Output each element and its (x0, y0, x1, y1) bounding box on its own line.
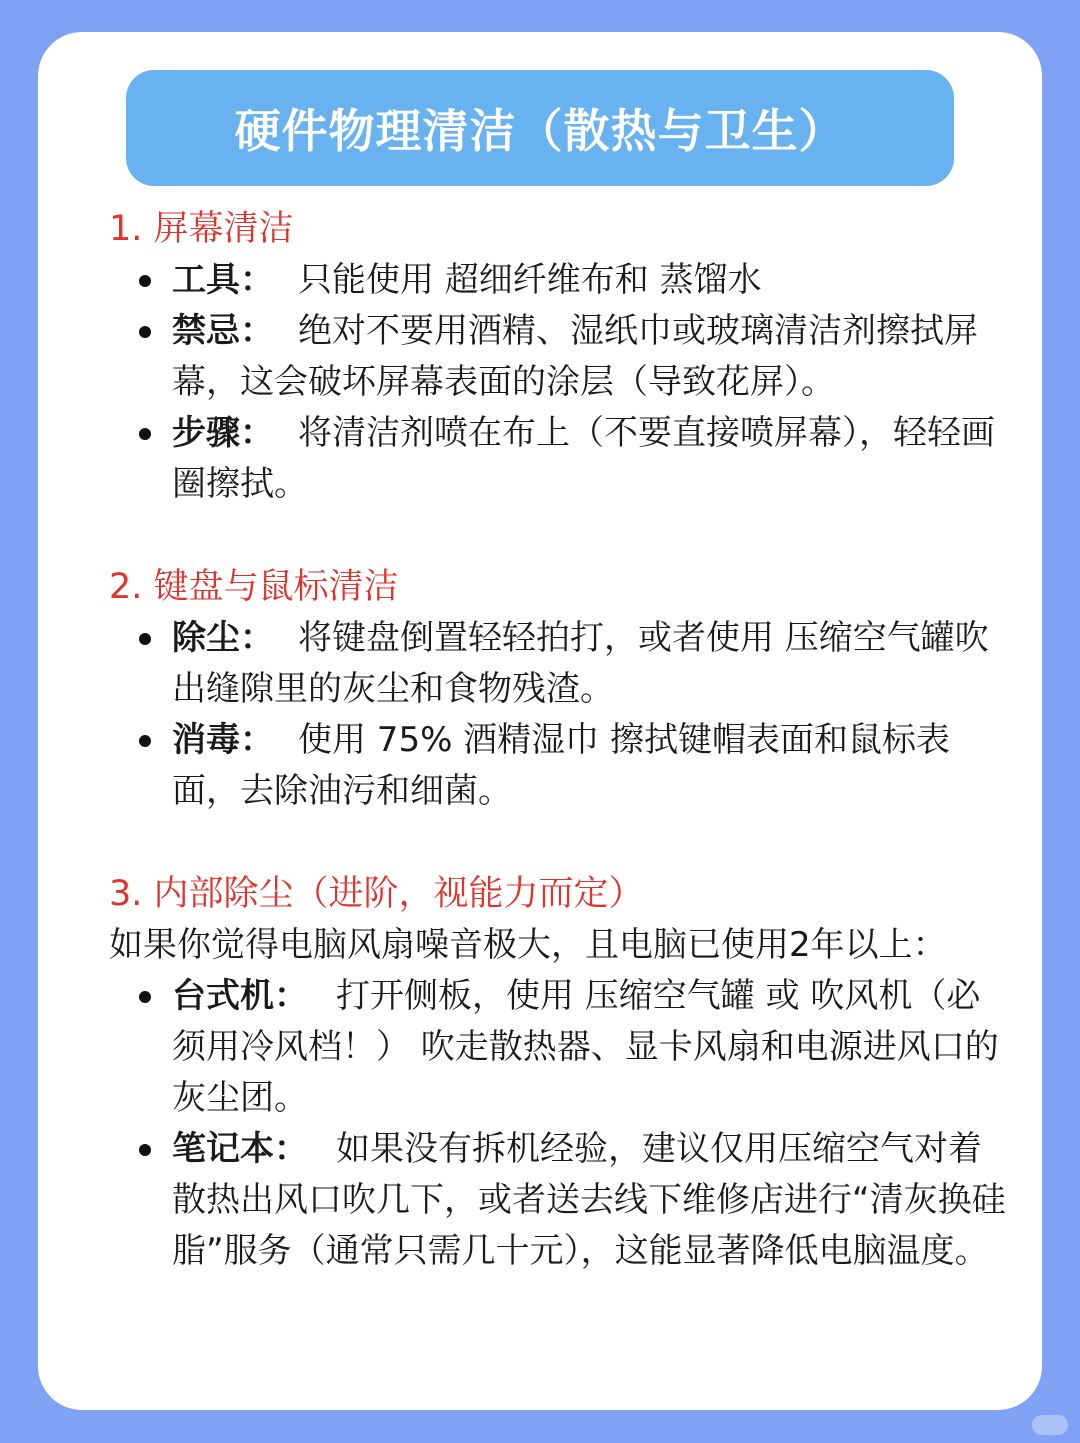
list-item (109, 715, 1009, 817)
item-label: 笔记本： (172, 1129, 308, 1169)
section-heading: 1. 屏幕清洁 (109, 209, 294, 249)
item-text: 打开侧板，使用 压缩空气罐 或 吹风机（必须用冷风档！） 吹走散热器、显卡风扇和电源进风口的灰尘团。 (172, 976, 999, 1118)
bullet-icon (139, 275, 151, 287)
list-item (109, 255, 1009, 306)
bullet-icon (139, 633, 151, 645)
bullet-icon (139, 991, 151, 1003)
item-text: 绝对不要用酒精、湿纸巾或玻璃清洁剂擦拭屏幕，这会破坏屏幕表面的涂层（导致花屏）。 (172, 311, 978, 402)
item-text: 使用 75% 酒精湿巾 擦拭键帽表面和鼠标表面，去除油污和细菌。 (172, 720, 950, 811)
bullet-icon (139, 326, 151, 338)
list-item (109, 408, 1009, 510)
list-item (109, 971, 1009, 1124)
list-item (109, 1124, 1009, 1277)
article-body (109, 204, 1009, 1277)
content-card (38, 32, 1042, 1410)
section-keyboard-mouse (109, 562, 1009, 817)
bullet-icon (139, 428, 151, 440)
item-text: 只能使用 超细纤维布和 蒸馏水 (298, 260, 762, 300)
watermark-badge (1032, 1415, 1068, 1435)
section-intro: 如果你觉得电脑风扇噪音极大，且电脑已使用2年以上： (109, 925, 947, 965)
page-title: 硬件物理清洁（散热与卫生） (234, 104, 846, 158)
item-label: 除尘： (172, 618, 274, 658)
bullet-icon (139, 1144, 151, 1156)
item-label: 消毒： (172, 720, 274, 760)
list-item (109, 306, 1009, 408)
item-label: 禁忌： (172, 311, 274, 351)
item-label: 工具： (172, 260, 274, 300)
section-screen-cleaning (109, 204, 1009, 510)
item-text: 如果没有拆机经验，建议仅用压缩空气对着散热出风口吹几下，或者送去线下维修店进行“清灰换硅脂”服务（通常只需几十元），这能显著降低电脑温度。 (172, 1129, 1006, 1271)
section-internal-dust (109, 869, 1009, 1277)
title-banner (126, 70, 954, 186)
section-heading: 2. 键盘与鼠标清洁 (109, 567, 399, 607)
item-label: 台式机： (172, 976, 308, 1016)
item-text: 将键盘倒置轻轻拍打，或者使用 压缩空气罐吹出缝隙里的灰尘和食物残渣。 (172, 618, 989, 709)
item-label: 步骤： (172, 413, 274, 453)
list-item (109, 613, 1009, 715)
bullet-icon (139, 735, 151, 747)
section-heading: 3. 内部除尘（进阶，视能力而定） (109, 874, 644, 914)
item-text: 将清洁剂喷在布上（不要直接喷屏幕），轻轻画圈擦拭。 (172, 413, 995, 504)
